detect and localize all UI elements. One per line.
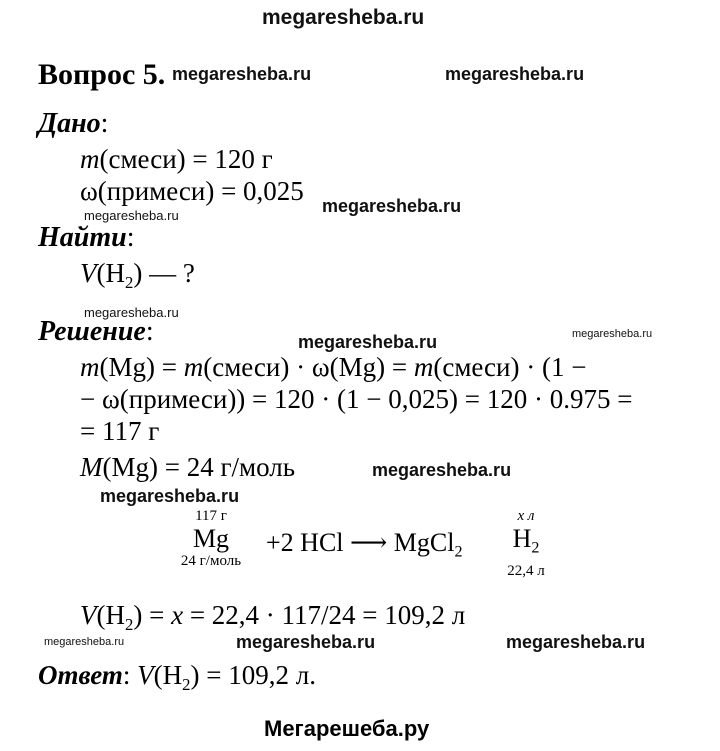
solution-line-2: − ω(примеси)) = 120 · (1 − 0,025) = 120 · 0.975 = xyxy=(80,384,633,414)
question-title: Вопрос 5. xyxy=(38,58,166,91)
solution-heading: Решение: xyxy=(38,316,154,347)
given-impurity-line: ω(примеси) = 0,025 xyxy=(80,176,304,206)
equation-mg-stack xyxy=(168,508,254,570)
watermark-result-right: megaresheba.ru xyxy=(506,632,646,652)
equation-h2-stack xyxy=(496,508,556,580)
watermark-given-small: megaresheba.ru xyxy=(84,208,179,223)
watermark-molar-left: megaresheba.ru xyxy=(100,486,240,506)
watermark-footer: Мегарешеба.ру xyxy=(264,716,430,741)
watermark-molar-right: megaresheba.ru xyxy=(372,460,512,480)
watermark-title-right2: megaresheba.ru xyxy=(445,64,585,84)
watermark-given-right: megaresheba.ru xyxy=(322,196,462,216)
solution-molar-line: M(Mg) = 24 г/моль xyxy=(80,452,296,482)
equation-mg-bottom: 24 г/моль xyxy=(180,553,242,569)
equation-h2-bottom: 22,4 л xyxy=(507,562,545,579)
given-heading: Дано: xyxy=(38,108,109,139)
equation-h2-top: x л xyxy=(517,508,535,524)
equation-h2: $H_2$ xyxy=(512,524,540,557)
find-line: $V(H_2)$ — ? xyxy=(80,258,195,292)
watermark-find-small: megaresheba.ru xyxy=(84,305,179,320)
equation-mg: Mg xyxy=(192,524,230,553)
watermark-title-right1: megaresheba.ru xyxy=(172,64,312,84)
watermark-result-mid: megaresheba.ru xyxy=(236,632,376,652)
watermark-solution-right: megaresheba.ru xyxy=(572,328,653,340)
equation-middle: +2 HCl ⟶ MgCl$_2$ xyxy=(266,528,463,561)
watermark-result-left: megaresheba.ru xyxy=(44,636,125,648)
watermark-top: megaresheba.ru xyxy=(262,6,425,29)
answer-line: Ответ: $V(H_2) = 109,2$ л. xyxy=(38,660,316,694)
watermark-solution-mid: megaresheba.ru xyxy=(298,332,438,352)
find-heading: Найти: xyxy=(38,222,135,253)
solution-line-1: m(Mg) = m(смеси) · ω(Mg) = m(смеси) · (1 − xyxy=(80,352,587,382)
solution-line-3: = 117 г xyxy=(80,416,160,446)
equation-mg-top: 117 г xyxy=(195,508,227,524)
given-mass-line: m(смеси) = 120 г xyxy=(80,144,273,174)
result-line: $V(H_2) = x = 22,4 \cdot 117/24 = 109,2$ л xyxy=(80,600,466,634)
